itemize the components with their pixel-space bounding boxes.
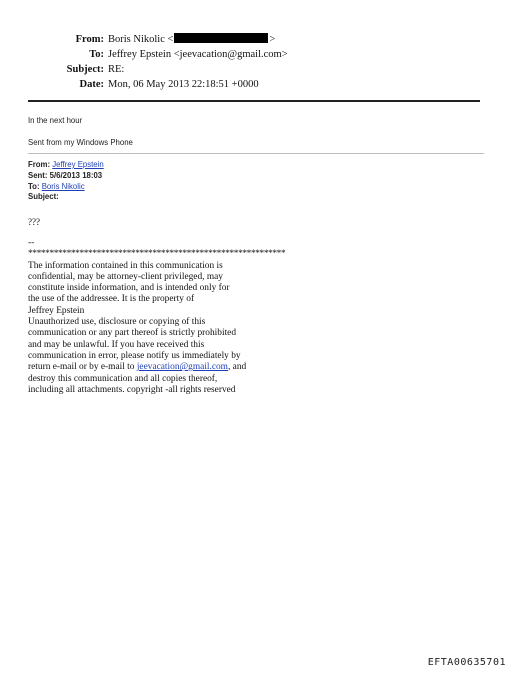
- fwd-subject-row: [28, 192, 104, 203]
- header-date-row: [28, 77, 488, 92]
- header-from-value: [108, 32, 275, 47]
- sig-line: destroy this communication and all copies thereof,: [28, 373, 218, 384]
- bates-number: EFTA00635701: [427, 657, 506, 668]
- sig-line: Jeffrey Epstein: [28, 305, 85, 316]
- sig-line-pre-link: return e-mail or by e-mail to: [28, 362, 137, 373]
- fwd-to-label: To:: [28, 181, 40, 191]
- fwd-to-row: [28, 182, 104, 193]
- header-from-label: From:: [75, 34, 104, 45]
- header-subject-label: Subject:: [66, 64, 104, 75]
- header-from-suffix: >: [269, 34, 276, 45]
- sig-line: the use of the addressee. It is the property of: [28, 294, 195, 305]
- sig-link-line: [28, 362, 348, 373]
- fwd-from-link[interactable]: Jeffrey Epstein: [52, 160, 104, 169]
- sig-stars: ************************************************************: [28, 249, 286, 260]
- header-to-row: [28, 47, 488, 62]
- fwd-from-row: [28, 160, 104, 171]
- header-subject-row: [28, 62, 488, 77]
- sig-line-post-link: , and: [227, 362, 247, 373]
- header-subject-value: RE:: [108, 64, 125, 75]
- header-divider: [28, 100, 480, 102]
- redaction-block: [174, 33, 268, 43]
- signature-disclaimer: [28, 238, 348, 396]
- header-to-label: To:: [89, 49, 104, 60]
- header-from-name: Boris Nikolic <: [108, 34, 174, 45]
- sig-dashes: --: [28, 238, 35, 248]
- fwd-sent-value: 5/6/2013 18:03: [49, 170, 103, 180]
- fwd-from-label: From:: [28, 160, 51, 169]
- sig-email-link[interactable]: jeevacation@gmail.com: [136, 362, 228, 373]
- message-line-2: Sent from my Windows Phone: [28, 138, 133, 147]
- sig-line: constitute inside information, and is intended only for: [28, 283, 230, 294]
- reply-divider: [28, 153, 484, 154]
- sig-line: communication in error, please notify us immediately by: [28, 350, 241, 361]
- sig-line: The information contained in this communication is: [28, 260, 223, 271]
- header-date-label: Date:: [79, 79, 104, 90]
- sig-line: including all attachments. copyright -all rights reserved: [28, 384, 236, 395]
- header-to-value: Jeffrey Epstein <jeevacation@gmail.com>: [108, 49, 288, 60]
- header-from-row: [28, 32, 488, 47]
- header-date-value: Mon, 06 May 2013 22:18:51 +0000: [108, 79, 259, 90]
- forwarded-header: [28, 160, 104, 203]
- sig-line: confidential, may be attorney-client privileged, may: [28, 271, 223, 282]
- sig-line: and may be unlawful. If you have received this: [28, 339, 205, 350]
- fwd-to-link[interactable]: Boris Nikolic: [41, 181, 85, 191]
- sig-line: Unauthorized use, disclosure or copying of this: [28, 317, 206, 328]
- email-header: [28, 32, 488, 92]
- message-line-1: In the next hour: [28, 116, 83, 125]
- fwd-sent-row: [28, 171, 104, 182]
- fwd-body: ???: [28, 217, 40, 227]
- fwd-subject-label: Subject:: [28, 192, 59, 202]
- sig-line: communication or any part thereof is strictly prohibited: [28, 328, 237, 339]
- fwd-sent-label: Sent:: [28, 170, 48, 180]
